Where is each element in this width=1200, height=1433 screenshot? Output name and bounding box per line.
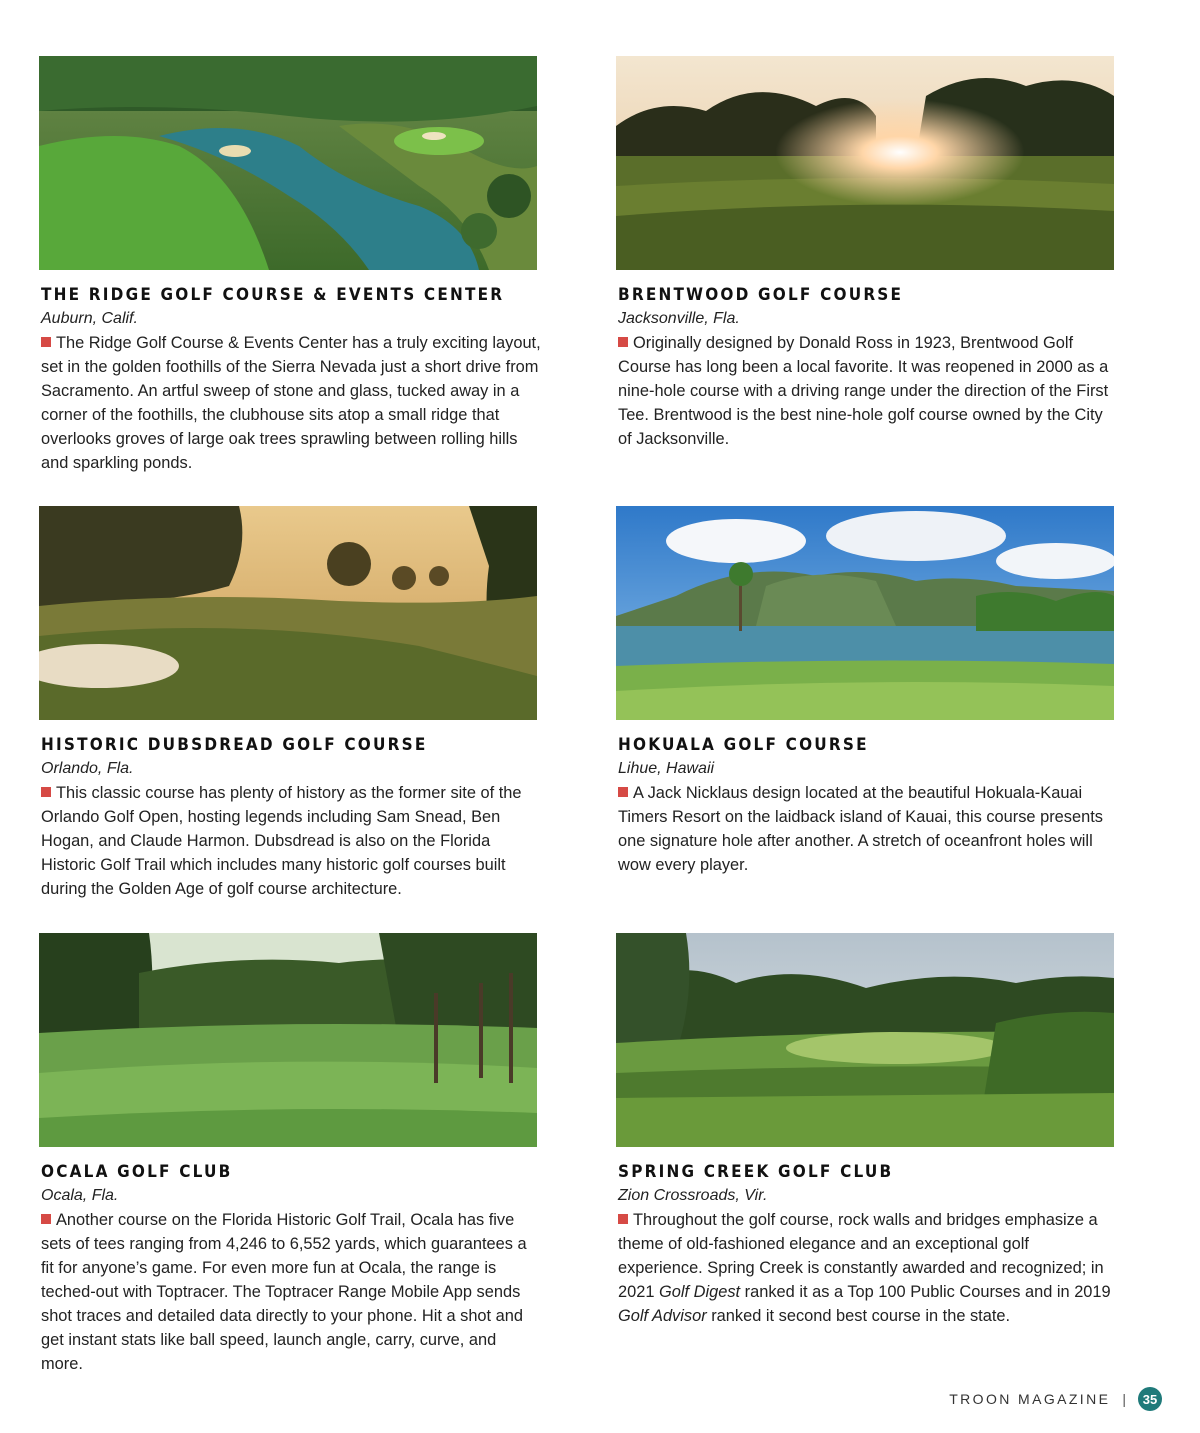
bullet-square [618, 1214, 628, 1224]
bullet-square [41, 1214, 51, 1224]
bullet-square [618, 787, 628, 797]
footer-divider: | [1122, 1391, 1126, 1407]
course-photo-brentwood [616, 56, 1114, 270]
bullet-square [41, 337, 51, 347]
course-description: Another course on the Florida Historic Golf Trail, Ocala has five sets of tees ranging from 4,246 to 6,552 yards, which guarantees a fit for anyone’s game. For even more fun at Ocala, the range is teched-out with Toptracer. The Toptracer Range Mobile App sends shot traces and detailed data directly to your phone. Hit a shot and get instant stats like ball speed, launch angle, carry, curve, and more. [41, 1211, 527, 1373]
course-location: Auburn, Calif. [41, 310, 138, 327]
course-photo-ocala [39, 933, 537, 1147]
course-photo-spring-creek [616, 933, 1114, 1147]
course-location: Jacksonville, Fla. [618, 310, 740, 327]
course-location: Zion Crossroads, Vir. [618, 1187, 768, 1204]
course-location: Ocala, Fla. [41, 1187, 119, 1204]
course-description: Throughout the golf course, rock walls and bridges emphasize a theme of old-fashioned elegance and an exceptional golf experience. Spring Creek is constantly awarded and recognized; in 2021 Golf Digest ranked it as a Top 100 Public Courses and in 2019 Golf Advisor ranked it second best course in the state. [618, 1211, 1111, 1325]
course-description: The Ridge Golf Course & Events Center has a truly exciting layout, set in the golden foothills of the Sierra Nevada just a short drive from Sacramento. An artful sweep of stone and glass, tucked away in a corner of the foothills, the clubhouse sits atop a small ridge that overlooks groves of large oak trees sprawling between rolling hills and sparkling ponds. [41, 334, 541, 472]
course-photo-hokuala [616, 506, 1114, 720]
course-description: Originally designed by Donald Ross in 1923, Brentwood Golf Course has long been a local favorite. It was reopened in 2000 as a nine-hole course with a driving range under the direction of the First Tee. Brentwood is the best nine-hole golf course owned by the City of Jacksonville. [618, 334, 1109, 448]
course-title: SPRING CREEK GOLF CLUB [618, 1162, 894, 1182]
course-description: This classic course has plenty of history as the former site of the Orlando Golf Open, hosting legends including Sam Snead, Ben Hogan, and Claude Harmon. Dubsdread is also on the Florida Historic Golf Trail which includes many historic golf courses built during the Golden Age of golf course architecture. [41, 784, 522, 898]
page-number-badge: 35 [1138, 1387, 1162, 1411]
course-location: Lihue, Hawaii [618, 760, 715, 777]
bullet-square [618, 337, 628, 347]
course-title: HISTORIC DUBSDREAD GOLF COURSE [41, 735, 428, 755]
course-title: HOKUALA GOLF COURSE [618, 735, 869, 755]
course-location: Orlando, Fla. [41, 760, 134, 777]
course-photo-the-ridge [39, 56, 537, 270]
course-description: A Jack Nicklaus design located at the beautiful Hokuala-Kauai Timers Resort on the laidback island of Kauai, this course presents one signature hole after another. A stretch of oceanfront holes will wow every player. [618, 784, 1103, 874]
magazine-name: TROON MAGAZINE [949, 1391, 1111, 1407]
publication-name: Golf Advisor [618, 1307, 707, 1325]
publication-name: Golf Digest [659, 1283, 741, 1301]
page-footer [949, 1386, 1162, 1412]
course-photo-dubsdread [39, 506, 537, 720]
course-title: BRENTWOOD GOLF COURSE [618, 285, 904, 305]
course-title: OCALA GOLF CLUB [41, 1162, 233, 1182]
course-title: THE RIDGE GOLF COURSE & EVENTS CENTER [41, 285, 505, 305]
bullet-square [41, 787, 51, 797]
